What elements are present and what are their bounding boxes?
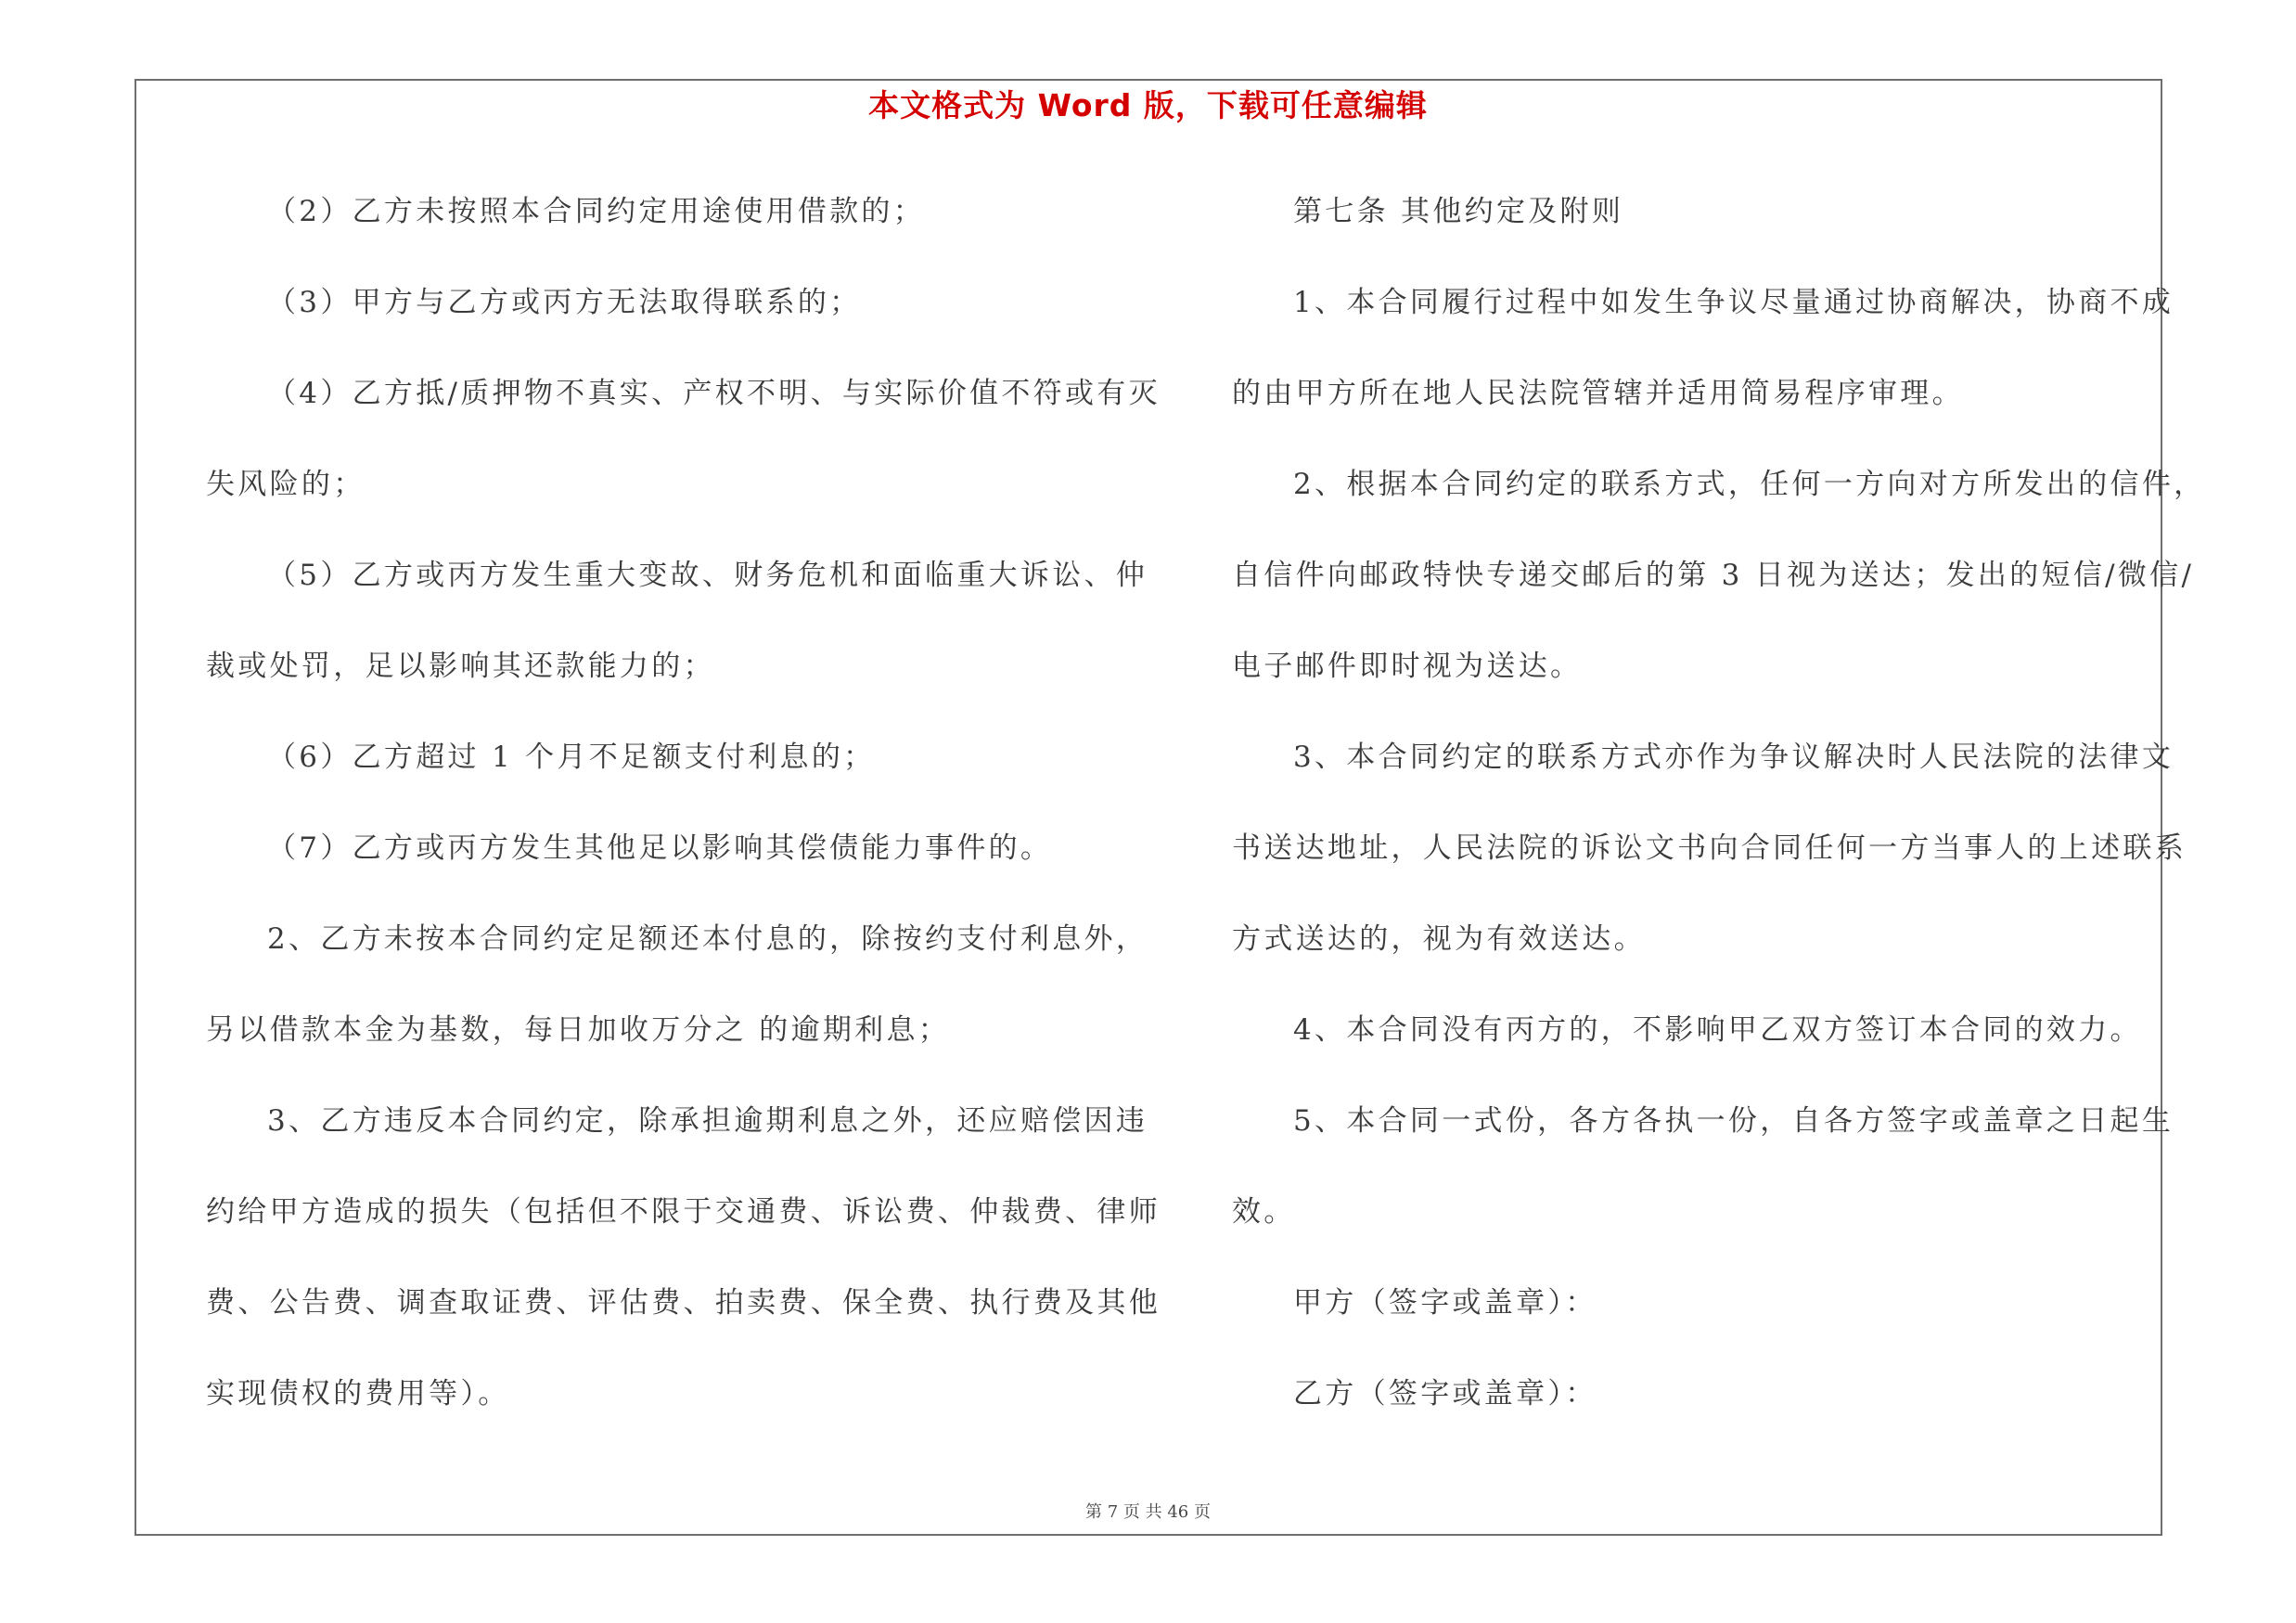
text-line: 2、乙方未按本合同约定足额还本付息的，除按约支付利息外， — [267, 922, 1148, 956]
text-line: 的由甲方所在地人民法院管辖并适用简易程序审理。 — [1232, 377, 1964, 410]
section-heading: 第七条 其他约定及附则 — [1293, 195, 1624, 228]
text-line: 3、乙方违反本合同约定，除承担逾期利息之外，还应赔偿因违 — [267, 1104, 1148, 1138]
text-line: 1、本合同履行过程中如发生争议尽量通过协商解决，协商不成 — [1293, 286, 2174, 319]
text-line: （2）乙方未按照本合同约定用途使用借款的； — [267, 195, 926, 228]
text-line: （5）乙方或丙方发生重大变故、财务危机和面临重大诉讼、仲 — [267, 559, 1148, 592]
text-line: 5、本合同一式份，各方各执一份，自各方签字或盖章之日起生 — [1293, 1104, 2174, 1138]
text-line: （3）甲方与乙方或丙方无法取得联系的； — [267, 286, 862, 319]
text-line: 方式送达的，视为有效送达。 — [1232, 922, 1646, 956]
text-line: 自信件向邮政特快专递交邮后的第 3 日视为送达；发出的短信/微信/ — [1232, 559, 2195, 592]
header-notice: 本文格式为 Word 版，下载可任意编辑 — [868, 87, 1428, 123]
text-line: （4）乙方抵/质押物不真实、产权不明、与实际价值不符或有灭 — [267, 377, 1161, 410]
text-line: 电子邮件即时视为送达。 — [1232, 650, 1583, 683]
page-number: 第 7 页 共 46 页 — [1085, 1502, 1211, 1522]
text-line: 效。 — [1232, 1195, 1296, 1229]
text-line: 费、公告费、调查取证费、评估费、拍卖费、保全费、执行费及其他 — [206, 1286, 1161, 1320]
text-line: 3、本合同约定的联系方式亦作为争议解决时人民法院的法律文 — [1293, 741, 2174, 774]
signature-line-party-b: 乙方（签字或盖章）： — [1293, 1377, 1597, 1410]
text-line: 实现债权的费用等）。 — [206, 1377, 510, 1410]
text-line: 另以借款本金为基数，每日加收万分之 的逾期利息； — [206, 1013, 951, 1047]
text-line: 约给甲方造成的损失（包括但不限于交通费、诉讼费、仲裁费、律师 — [206, 1195, 1161, 1229]
text-line: （6）乙方超过 1 个月不足额支付利息的； — [267, 741, 876, 774]
text-line: （7）乙方或丙方发生其他足以影响其偿债能力事件的。 — [267, 831, 1053, 865]
text-line: 裁或处罚，足以影响其还款能力的； — [206, 650, 715, 683]
text-line: 2、根据本合同约定的联系方式，任何一方向对方所发出的信件， — [1293, 468, 2206, 501]
signature-line-party-a: 甲方（签字或盖章）： — [1293, 1286, 1597, 1320]
text-line: 4、本合同没有丙方的，不影响甲乙双方签订本合同的效力。 — [1293, 1013, 2142, 1047]
text-line: 书送达地址，人民法院的诉讼文书向合同任何一方当事人的上述联系 — [1232, 831, 2187, 865]
text-line: 失风险的； — [206, 468, 366, 501]
